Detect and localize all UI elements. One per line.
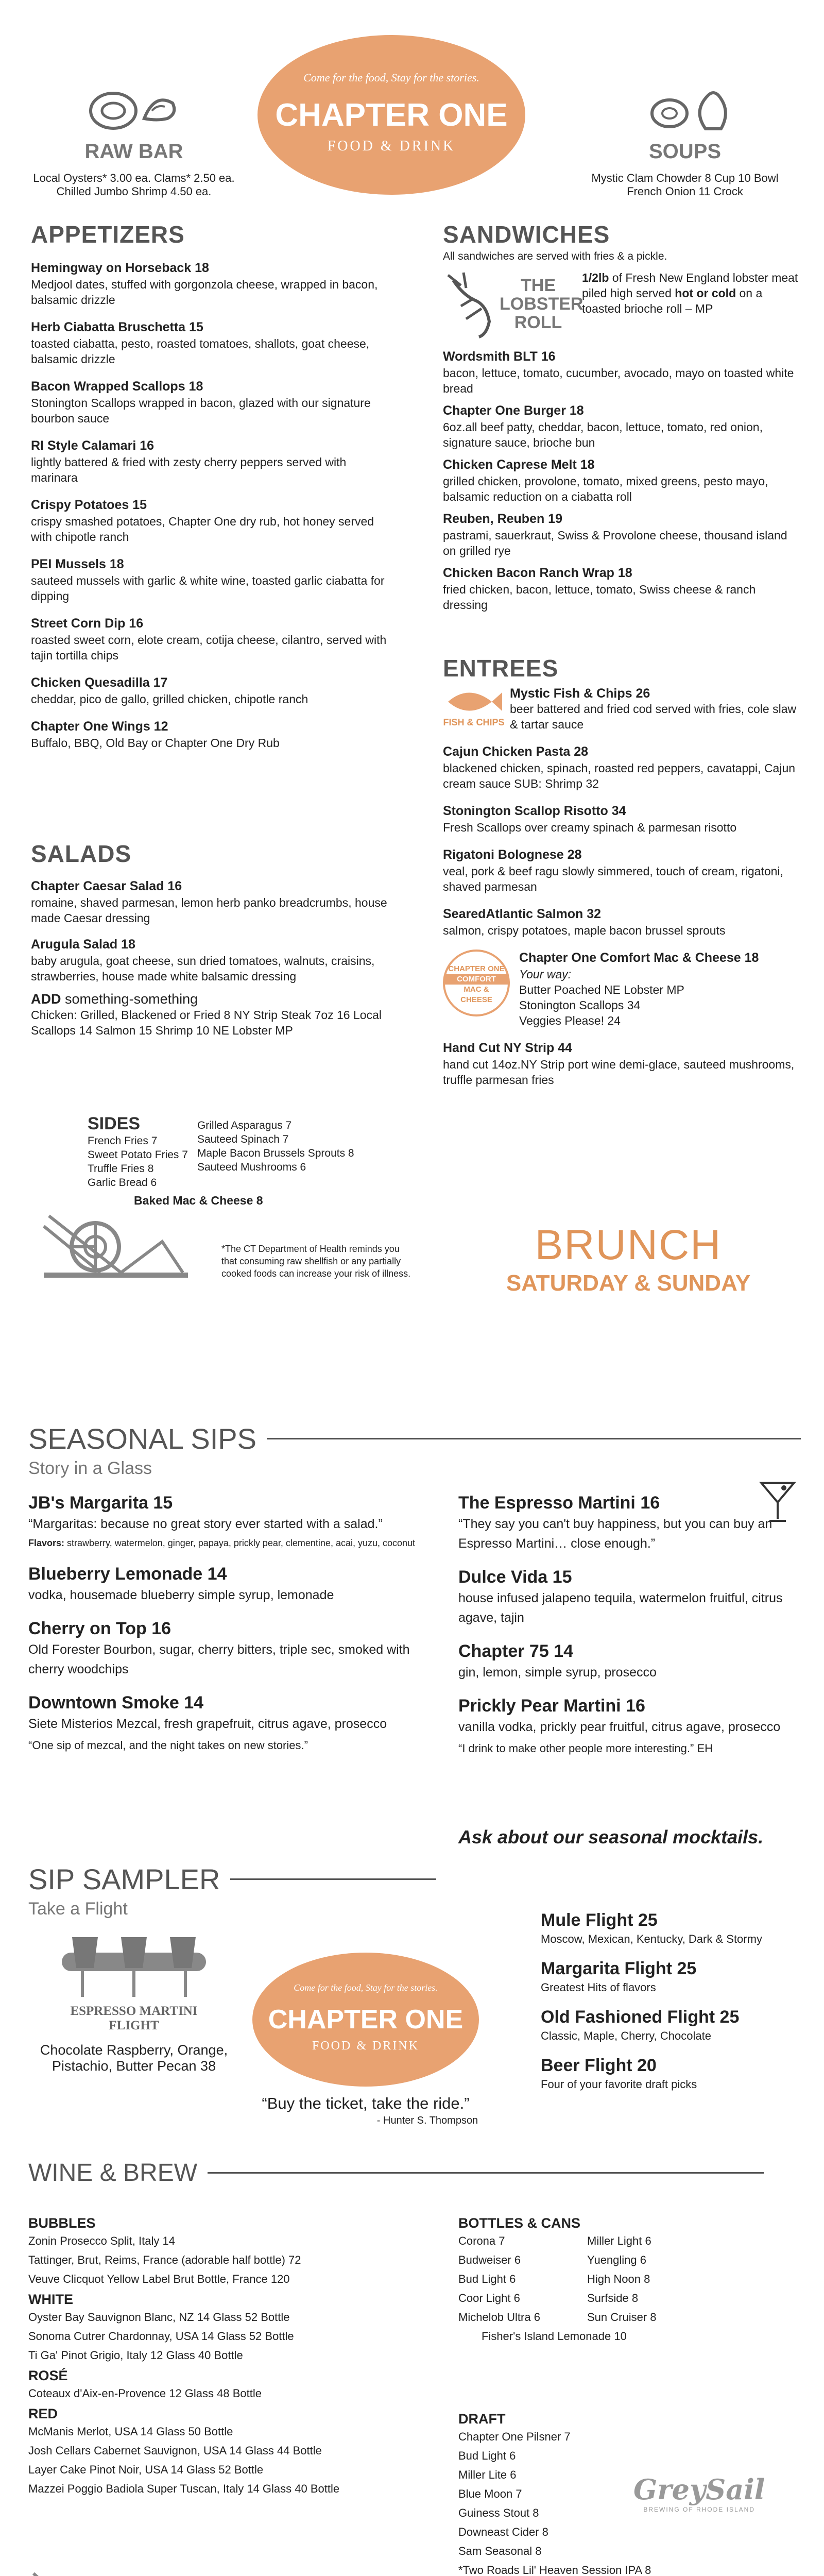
appetizer-desc: toasted ciabatta, pesto, roasted tomatoes, shallots, goat cheese, balsamic drizzle [31, 337, 370, 366]
lobster-roll [443, 270, 798, 342]
appetizer-name: Street Corn Dip 16 [31, 616, 144, 631]
sandwiches-title: SANDWICHES [443, 221, 610, 248]
sips-left-column [28, 1492, 430, 1767]
seasonal-sips-header [28, 1422, 801, 1479]
raw-bar-line2: Chilled Jumbo Shrimp 4.50 ea. [56, 185, 212, 198]
mac-option: Butter Poached NE Lobster MP [519, 983, 684, 996]
draft-item: Chapter One Pilsner 7 [458, 2430, 571, 2443]
sandwich-item [443, 456, 798, 504]
entree-desc: Fresh Scallops over creamy spinach & parmesan risotto [443, 821, 737, 834]
entree-name: Rigatoni Bolognese 28 [443, 848, 582, 862]
appetizer-item [31, 615, 391, 663]
espresso-flight [31, 1932, 237, 2074]
entree-item [443, 803, 798, 835]
brunch-section [453, 1221, 803, 1296]
red-title: RED [28, 2406, 58, 2421]
draft-title: DRAFT [458, 2411, 506, 2427]
cocktail-item [458, 1694, 809, 1757]
salad-name: Chapter Caesar Salad 16 [31, 879, 182, 893]
white-title: WHITE [28, 2292, 73, 2307]
cocktail-flavors [28, 1536, 430, 1550]
cocktail-desc: house infused jalapeno tequila, watermelon fruitful, citrus agave, tajin [458, 1591, 783, 1625]
soups-line2: French Onion 11 Crock [627, 185, 743, 198]
fish-icon [443, 686, 505, 717]
sips-right-column [458, 1492, 809, 1770]
brunch-sub: SATURDAY & SUNDAY [506, 1270, 751, 1296]
mocktails-note: Ask about our seasonal mocktails. [458, 1826, 764, 1848]
cocktail-quote: “I drink to make other people more interesting.” EH [458, 1742, 713, 1755]
sandwich-item [443, 348, 798, 396]
fish-name: Mystic Fish & Chips 26 [510, 686, 650, 701]
sandwich-name: Chapter One Burger 18 [443, 403, 584, 418]
sandwich-name: Chicken Bacon Ranch Wrap 18 [443, 566, 632, 580]
sips-title: SEASONAL SIPS [28, 1422, 256, 1455]
cocktail-desc: “They say you can't buy happiness, but you can buy an Espresso Martini… close enough.” [458, 1517, 772, 1551]
sampler-quote-by: - Hunter S. Thompson [376, 2115, 478, 2126]
wine-item: Zonin Prosecco Split, Italy 14 [28, 2234, 175, 2247]
wine-item: Layer Cake Pinot Noir, USA 14 Glass 52 Bottle [28, 2463, 264, 2476]
oyster-icon [82, 82, 185, 139]
mac-option: Stonington Scallops 34 [519, 998, 641, 1012]
entree-name: SearedAtlantic Salmon 32 [443, 907, 602, 921]
sandwich-item [443, 511, 798, 558]
beer-item: Miller Light 6 [587, 2234, 651, 2247]
cocktail-desc: Siete Misterios Mezcal, fresh grapefruit, citrus agave, prosecco [28, 1717, 387, 1731]
sandwiches-section [443, 221, 798, 613]
wine-rule [208, 2172, 764, 2174]
appetizer-item [31, 319, 391, 367]
sandwich-desc: 6oz.all beef patty, cheddar, bacon, lettuce, tomato, red onion, signature sauce, brioche bun [443, 420, 763, 449]
cocktail-item [28, 1492, 430, 1550]
sandwich-name: Reuben, Reuben 19 [443, 512, 562, 526]
wine-left-column [28, 2215, 440, 2498]
lobster-label-3: ROLL [514, 313, 562, 332]
salad-item [31, 936, 391, 984]
sides-title: SIDES [88, 1114, 141, 1133]
appetizer-name: Herb Ciabatta Bruschetta 15 [31, 320, 203, 334]
appetizer-item [31, 497, 391, 545]
sandwich-desc: grilled chicken, provolone, tomato, mixed greens, pesto mayo, balsamic reduction on a ciabatta roll [443, 474, 768, 503]
sampler-rule [230, 1878, 436, 1880]
bottles-title: BOTTLES & CANS [458, 2215, 581, 2231]
beer-item: Sun Cruiser 8 [587, 2311, 657, 2324]
ny-strip [443, 1040, 798, 1088]
beer-item: Budweiser 6 [458, 2253, 521, 2266]
lobster-label [500, 276, 583, 342]
lobster-weight: 1/2lb [582, 271, 609, 284]
flight-item [541, 1957, 809, 1995]
mac-and-cheese [443, 950, 798, 1028]
appetizer-name: Chapter One Wings 12 [31, 719, 168, 734]
flight-desc-1: Chocolate Raspberry, Orange, [40, 2042, 228, 2058]
soups-title: SOUPS [648, 140, 722, 163]
appetizer-desc: Medjool dates, stuffed with gorgonzola cheese, wrapped in bacon, balsamic drizzle [31, 278, 378, 307]
flight-desc: Four of your favorite draft picks [541, 2078, 697, 2091]
appetizer-desc: sauteed mussels with garlic & white wine, toasted garlic ciabatta for dipping [31, 574, 385, 603]
wine-item: Mazzei Poggio Badiola Super Tuscan, Italy 14 Glass 40 Bottle [28, 2482, 340, 2495]
appetizer-item [31, 556, 391, 604]
appetizer-name: Bacon Wrapped Scallops 18 [31, 379, 203, 394]
appetizer-name: PEI Mussels 18 [31, 557, 124, 571]
flight-name: Beer Flight 20 [541, 2056, 657, 2075]
greysail-logo [633, 2473, 765, 2513]
sandwich-desc: fried chicken, bacon, lettuce, tomato, Swiss cheese & ranch dressing [443, 583, 756, 612]
salads-section [31, 840, 391, 1038]
brunch-title: BRUNCH [535, 1222, 722, 1268]
wine-item: Tattinger, Brut, Reims, France (adorable half bottle) 72 [28, 2253, 301, 2266]
wine-item: Oyster Bay Sauvignon Blanc, NZ 14 Glass 52 Bottle [28, 2311, 290, 2324]
health-note: *The CT Department of Health reminds you that consuming raw shellfish or any partially cooked foods can increase your risk of illness. [221, 1244, 411, 1279]
raw-bar-line1: Local Oysters* 3.00 ea. Clams* 2.50 ea. [33, 172, 235, 184]
cocktail-name: The Espresso Martini 16 [458, 1493, 660, 1513]
sips-sub: Story in a Glass [28, 1459, 152, 1478]
entree-item [443, 743, 798, 791]
bottles-extra: Fisher's Island Lemonade 10 [482, 2330, 627, 2343]
wine-brew-header [28, 2159, 801, 2187]
beer-item: Michelob Ultra 6 [458, 2311, 540, 2324]
flight-desc: Classic, Maple, Cherry, Chocolate [541, 2029, 711, 2042]
flight-board-icon [52, 1932, 216, 2004]
cocktail-item [458, 1566, 809, 1628]
chapter-one-logo [258, 35, 525, 195]
cocktail-name: JB's Margarita 15 [28, 1493, 173, 1513]
appetizers-section [31, 221, 391, 751]
mac-badge-1: CHAPTER ONE [448, 964, 505, 973]
strip-name: Hand Cut NY Strip 44 [443, 1041, 572, 1055]
wine-item: McManis Merlot, USA 14 Glass 50 Bottle [28, 2425, 233, 2438]
cocktail-name: Cherry on Top 16 [28, 1619, 171, 1638]
sides-section [88, 1114, 417, 1208]
appetizer-name: RI Style Calamari 16 [31, 438, 154, 453]
side-item: Sauteed Spinach 7 [197, 1133, 289, 1145]
appetizer-name: Crispy Potatoes 15 [31, 498, 147, 512]
entrees-title: ENTREES [443, 655, 559, 682]
beer-item: Surfside 8 [587, 2292, 639, 2304]
greysail-sub: BREWING OF RHODE ISLAND [643, 2506, 755, 2513]
soups-line1: Mystic Clam Chowder 8 Cup 10 Bowl [591, 172, 779, 184]
beer-item: Yuengling 6 [587, 2253, 646, 2266]
side-item: Sweet Potato Fries 7 [88, 1149, 188, 1161]
wine-item: Josh Cellars Cabernet Sauvignon, USA 14 Glass 44 Bottle [28, 2444, 322, 2457]
sandwich-name: Chicken Caprese Melt 18 [443, 457, 595, 472]
mac-badge [443, 950, 510, 1016]
cocktail-desc: vodka, housemade blueberry simple syrup, lemonade [28, 1588, 334, 1602]
strip-desc: hand cut 14oz.NY Strip port wine demi-glace, sauteed mushrooms, truffle parmesan fries [443, 1058, 795, 1087]
cocktail-item [28, 1691, 430, 1754]
mac-badge-4: CHEESE [460, 995, 492, 1004]
fish-and-chips [443, 686, 798, 732]
cocktail-name: Blueberry Lemonade 14 [28, 1564, 227, 1584]
fish-label: FISH & CHIPS [443, 717, 505, 727]
bascule-bridge-icon [39, 1206, 193, 1283]
appetizer-item [31, 378, 391, 426]
wine-item: Veuve Clicquot Yellow Label Brut Bottle, France 120 [28, 2273, 290, 2285]
sampler-sub: Take a Flight [28, 1899, 128, 1919]
flight-item [541, 1909, 809, 1947]
draft-item: Bud Light 6 [458, 2449, 516, 2462]
draft-item: Miller Lite 6 [458, 2468, 517, 2481]
cocktail-desc: gin, lemon, simple syrup, prosecco [458, 1665, 657, 1680]
flight-desc: Moscow, Mexican, Kentucky, Dark & Stormy [541, 1933, 762, 1945]
wine-item: Ti Ga' Pinot Grigio, Italy 12 Glass 40 Bottle [28, 2349, 243, 2362]
beer-item: High Noon 8 [587, 2273, 650, 2285]
draft-item: *Two Roads Lil' Heaven Session IPA 8 [458, 2564, 651, 2576]
flight-item [541, 2006, 809, 2044]
mac-option: Veggies Please! 24 [519, 1014, 621, 1027]
flavors-label: Flavors: [28, 1538, 65, 1548]
mac-way: Your way: [519, 968, 571, 981]
entree-name: Stonington Scallop Risotto 34 [443, 804, 626, 818]
entrees-section [443, 654, 798, 1088]
cocktail-item [458, 1492, 809, 1553]
salad-desc: baby arugula, goat cheese, sun dried tomatoes, walnuts, craisins, strawberries, house made white balsamic dressing [31, 954, 375, 983]
cocktail-quote: “One sip of mezcal, and the night takes on new stories.” [28, 1739, 308, 1752]
mac-badge-3: MAC & [464, 985, 489, 994]
wine-title: WINE & BREW [28, 2159, 198, 2187]
sips-rule [267, 1438, 801, 1439]
logo-name: CHAPTER ONE [275, 97, 508, 133]
flight-desc: Greatest Hits of flavors [541, 1981, 656, 1994]
lobster-desc [582, 270, 798, 342]
sandwich-item [443, 565, 798, 613]
draft-item: Downeast Cider 8 [458, 2526, 548, 2538]
add-ons [31, 991, 391, 1038]
entree-name: Cajun Chicken Pasta 28 [443, 744, 589, 759]
salad-item [31, 878, 391, 926]
sides-extra: Baked Mac & Cheese 8 [134, 1194, 263, 1207]
appetizer-item [31, 260, 391, 308]
mac-badge-2: COMFORT [445, 974, 508, 985]
flight-desc-2: Pistachio, Butter Pecan 38 [52, 2058, 216, 2074]
martini-glass-icon [757, 1479, 798, 1525]
soups-section [566, 82, 803, 198]
appetizer-desc: cheddar, pico de gallo, grilled chicken, chipotle ranch [31, 692, 308, 706]
lobster-label-2: LOBSTER [500, 294, 583, 314]
draft-item: Guiness Stout 8 [458, 2506, 539, 2519]
beer-item: Coor Light 6 [458, 2292, 520, 2304]
lobster-hot-cold: hot or cold [675, 286, 736, 300]
salads-title: SALADS [31, 840, 132, 867]
chapter-one-logo-small [252, 1953, 479, 2087]
cocktail-item [458, 1640, 809, 1682]
logo-small-name: CHAPTER ONE [268, 2005, 464, 2035]
add-sub: something-something [61, 991, 198, 1007]
bascule-bridge-icon-bottom [28, 2563, 152, 2576]
beer-item: Bud Light 6 [458, 2273, 516, 2285]
appetizer-desc: Stonington Scallops wrapped in bacon, glazed with our signature bourbon sauce [31, 396, 371, 425]
flight-label-1: ESPRESSO MARTINI [70, 2004, 198, 2018]
sandwich-name: Wordsmith BLT 16 [443, 349, 556, 364]
entree-desc: salmon, crispy potatoes, maple bacon brussel sprouts [443, 924, 726, 937]
lobster-label-1: THE [521, 276, 556, 295]
entree-desc: veal, pork & beef ragu slowly simmered, touch of cream, rigatoni, shaved parmesan [443, 865, 783, 893]
raw-bar-section [21, 82, 247, 198]
logo-small-tagline: Come for the food, Stay for the stories. [294, 1982, 438, 1993]
appetizer-name: Hemingway on Horseback 18 [31, 261, 209, 275]
sampler-quote: “Buy the ticket, take the ride.” [262, 2094, 470, 2112]
entree-desc: blackened chicken, spinach, roasted red peppers, cavatappi, Cajun cream sauce SUB: Shrimp 32 [443, 761, 796, 790]
soup-pot-icon [633, 82, 736, 139]
sandwich-item [443, 402, 798, 450]
draft-item: Sam Seasonal 8 [458, 2545, 542, 2557]
cocktail-name: Dulce Vida 15 [458, 1567, 572, 1587]
cocktail-name: Chapter 75 14 [458, 1641, 573, 1661]
bottles-cans-section [458, 2215, 788, 2346]
lobster-desc-1: of Fresh New England lobster meat piled high served [582, 271, 798, 300]
flavors-list: strawberry, watermelon, ginger, papaya, prickly pear, clementine, acai, yuzu, coconut [64, 1538, 416, 1548]
beer-item: Corona 7 [458, 2234, 505, 2247]
logo-sub: FOOD & DRINK [327, 138, 456, 154]
cocktail-name: Prickly Pear Martini 16 [458, 1696, 645, 1716]
wine-item: Sonoma Cutrer Chardonnay, USA 14 Glass 52 Bottle [28, 2330, 294, 2343]
flight-name: Mule Flight 25 [541, 1910, 658, 1930]
cocktail-name: Downtown Smoke 14 [28, 1693, 204, 1713]
sandwich-desc: bacon, lettuce, tomato, cucumber, avocado, mayo on toasted white bread [443, 366, 794, 395]
cocktail-desc: vanilla vodka, prickly pear fruitful, citrus agave, prosecco [458, 1720, 781, 1734]
entree-item [443, 906, 798, 938]
appetizer-item [31, 674, 391, 707]
appetizer-desc: crispy smashed potatoes, Chapter One dry rub, hot honey served with chipotle ranch [31, 515, 374, 544]
flight-label-2: FLIGHT [109, 2019, 159, 2032]
flight-item [541, 2054, 809, 2092]
rose-title: ROSÉ [28, 2368, 68, 2383]
sampler-title: SIP SAMPLER [28, 1863, 220, 1895]
flight-name: Old Fashioned Flight 25 [541, 2007, 740, 2027]
raw-bar-title: RAW BAR [84, 140, 183, 163]
sandwich-desc: pastrami, sauerkraut, Swiss & Provolone cheese, thousand island on grilled rye [443, 529, 787, 557]
cocktail-desc: Old Forester Bourbon, sugar, cherry bitters, triple sec, smoked with cherry woodchips [28, 1642, 410, 1676]
greysail-name: GreySail [633, 2473, 765, 2506]
add-label: ADD [31, 991, 61, 1007]
cocktail-desc: “Margaritas: because no great story ever started with a salad.” [28, 1517, 383, 1531]
appetizer-name: Chicken Quesadilla 17 [31, 675, 168, 690]
appetizer-desc: Buffalo, BBQ, Old Bay or Chapter One Dry Rub [31, 736, 280, 750]
appetizer-desc: lightly battered & fried with zesty cherry peppers served with marinara [31, 455, 347, 484]
draft-item: Blue Moon 7 [458, 2487, 522, 2500]
appetizer-item [31, 437, 391, 485]
cocktail-item [28, 1563, 430, 1605]
flight-name: Margarita Flight 25 [541, 1959, 697, 1978]
add-desc: Chicken: Grilled, Blackened or Fried 8 NY Strip Steak 7oz 16 Local Scallops 14 Salmon 15 Shrimp 10 NE Lobster MP [31, 1008, 382, 1037]
appetizers-title: APPETIZERS [31, 221, 185, 248]
lobster-desc-2: on a toasted brioche roll – MP [582, 286, 763, 315]
salad-name: Arugula Salad 18 [31, 937, 135, 952]
salad-desc: romaine, shaved parmesan, lemon herb panko breadcrumbs, house made Caesar dressing [31, 896, 387, 925]
cocktail-item [28, 1617, 430, 1679]
logo-tagline: Come for the food, Stay for the stories. [303, 71, 479, 84]
side-item: Garlic Bread 6 [88, 1177, 157, 1189]
side-item: Sauteed Mushrooms 6 [197, 1161, 306, 1173]
entree-item [443, 846, 798, 894]
sandwiches-note: All sandwiches are served with fries & a pickle. [443, 250, 667, 262]
fish-desc: beer battered and fried cod served with fries, cole slaw & tartar sauce [510, 702, 797, 731]
lobster-icon [443, 270, 500, 342]
appetizer-desc: roasted sweet corn, elote cream, cotija cheese, cilantro, served with tajin tortilla chips [31, 633, 387, 662]
logo-small-sub: FOOD & DRINK [312, 2039, 419, 2053]
wine-item: Coteaux d'Aix-en-Provence 12 Glass 48 Bottle [28, 2387, 262, 2400]
appetizer-item [31, 718, 391, 751]
side-item: Maple Bacon Brussels Sprouts 8 [197, 1147, 354, 1159]
side-item: French Fries 7 [88, 1135, 158, 1147]
flight-list [541, 1909, 809, 2103]
bubbles-title: BUBBLES [28, 2215, 96, 2231]
side-item: Grilled Asparagus 7 [197, 1120, 292, 1131]
mac-name: Chapter One Comfort Mac & Cheese 18 [519, 951, 759, 965]
side-item: Truffle Fries 8 [88, 1163, 154, 1175]
